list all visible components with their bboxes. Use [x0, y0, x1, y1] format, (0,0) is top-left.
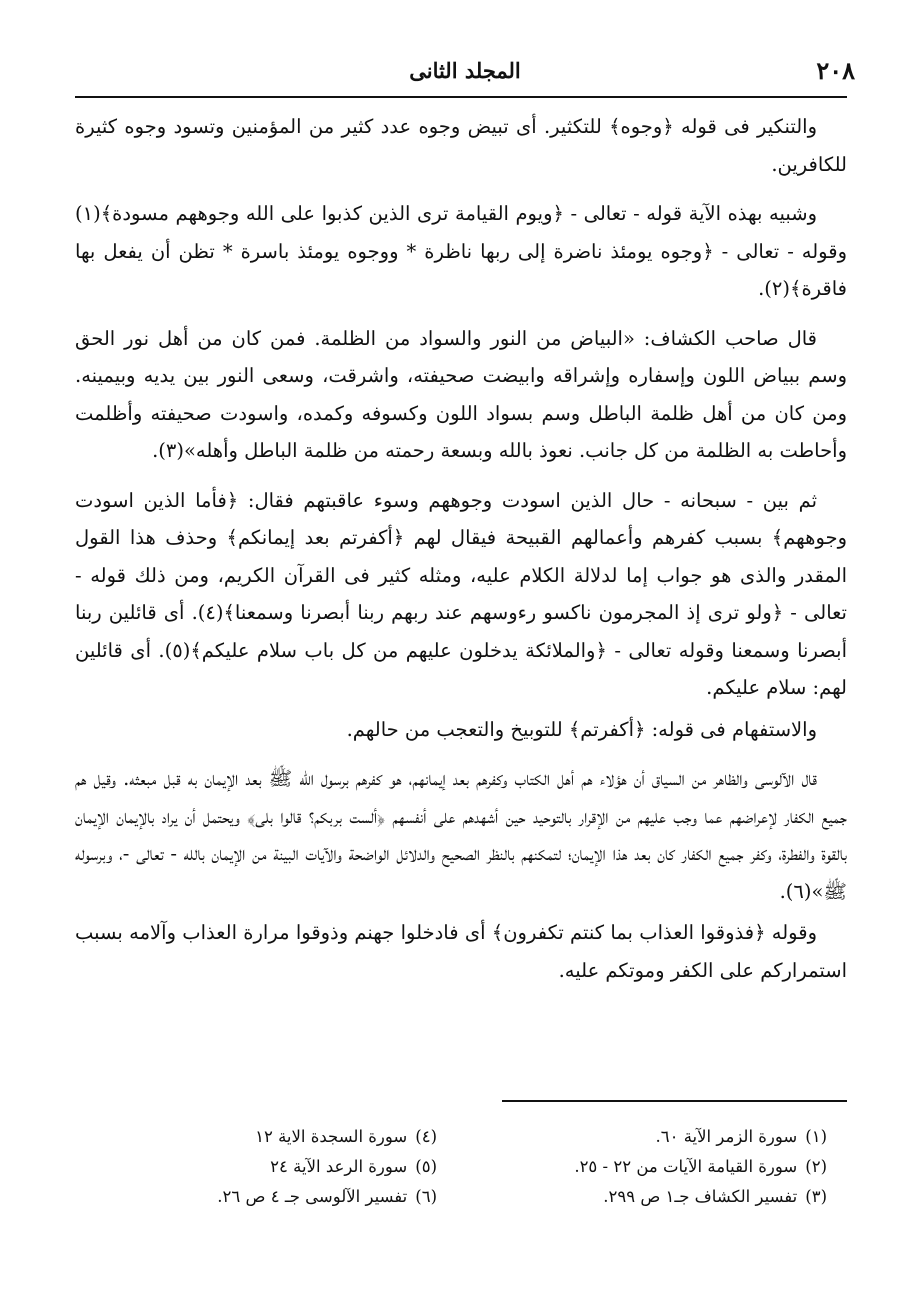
- paragraph: وقوله ﴿فذوقوا العذاب بما كنتم تكفرون﴾ أى فادخلوا جهنم وذوقوا مرارة العذاب وآلامه بسبب استمراركم على الكفر وموتكم عليه.: [75, 921, 847, 982]
- footnote-text: تفسير الكشاف جـ١ ص ٢٩٩.: [603, 1187, 798, 1206]
- footnote: [77, 1182, 437, 1212]
- footnotes-column-left: [77, 1122, 437, 1212]
- paragraph: وشبيه بهذه الآية قوله - تعالى - ﴿ويوم القيامة ترى الذين كذبوا على الله وجوههم مسودة﴾(١) وقوله - تعالى - ﴿وجوه يومئذ ناضرة إلى ربها ناظرة * ووجوه يومئذ باسرة * تظن أن يفعل بها فاقرة﴾(٢).: [75, 202, 847, 300]
- footnote-number: (٤): [415, 1127, 437, 1146]
- footnote-number: (٢): [805, 1157, 827, 1176]
- footnotes: [75, 1122, 827, 1212]
- paragraph: قال صاحب الكشاف: «البياض من النور والسواد من الظلمة. فمن كان من أهل نور الحق وسم ببياض اللون وإسفاره وإشراقه وابيضت صحيفته، واشرقت، وسعى النور بين يديه وبيمينه. ومن كان من أهل ظلمة الباطل وسم بسواد اللون وكسوفه وكمده، واسودت صحيفته وأظلمت وأحاطت به الظلمة من كل جانب. نعوذ بالله وبسعة رحمته من ظلمة الباطل وأهله»(٣).: [75, 326, 847, 462]
- footnote-rule: [502, 1100, 847, 1102]
- footnote-number: (٦): [415, 1187, 437, 1206]
- footnote: [77, 1152, 437, 1182]
- footnote-number: (١): [805, 1127, 827, 1146]
- footnote: [467, 1182, 827, 1212]
- footnote-text: سورة الرعد الآية ٢٤: [270, 1157, 408, 1176]
- footnote-text: سورة السجدة الاية ١٢: [255, 1127, 408, 1146]
- paragraph: والاستفهام فى قوله: ﴿أكفرتم﴾ للتوبيخ والتعجب من حالهم.: [346, 717, 817, 741]
- footnote: [77, 1122, 437, 1152]
- header-rule: [75, 96, 847, 98]
- footnotes-column-right: [467, 1122, 827, 1212]
- paragraph: والتنكير فى قوله ﴿وجوه﴾ للتكثير. أى تبيض وجوه عدد كثير من المؤمنين وتسود وجوه كثيرة للكافرين.: [75, 115, 847, 176]
- running-title: المجلد الثانى: [409, 58, 521, 83]
- footnote: [467, 1122, 827, 1152]
- paragraph: قال الآلوسى والظاهر من السياق أن هؤلاء هم أهل الكتاب وكفرهم بعد إيمانهم، هو كفرهم برسول الله ﷺ بعد الإيمان به قبل مبعثه. وقيل هم جميع الكفار لإعراضهم عما وجب عليهم من الإقرار بالتوحيد حين أشهدهم على أنفسهم ﴿ألست بربكم؟ قالوا بلى﴾ ويحتمل أن يراد بالإيمان الإيمان بالقوة والفطرة، وكفر جميع الكفار كان بعد هذا الإيمان؛ لتمكنهم بالنظر الصحيح والدلائل الواضحة والآيات البينة من الإيمان بالله - تعالى -، وبرسوله ﷺ»(٦).: [75, 767, 847, 903]
- footnote-text: سورة القيامة الآيات من ٢٢ - ٢٥.: [574, 1157, 798, 1176]
- footnote: [467, 1152, 827, 1182]
- page-number: ٢٠٨: [816, 56, 855, 85]
- page-header: [75, 52, 855, 92]
- footnote-number: (٣): [805, 1187, 827, 1206]
- footnote-number: (٥): [415, 1157, 437, 1176]
- main-text: [75, 108, 847, 1001]
- paragraph: ثم بين - سبحانه - حال الذين اسودت وجوههم وسوء عاقبتهم فقال: ﴿فأما الذين اسودت وجوههم﴾ بسبب كفرهم وأعمالهم القبيحة فيقال لهم ﴿أكفرتم بعد إيمانكم﴾ وحذف هذا القول المقدر والذى هو جواب إما لدلالة الكلام عليه، ومثله كثير فى القرآن الكريم، ومن ذلك قوله - تعالى - ﴿ولو ترى إذ المجرمون ناكسو رءوسهم عند ربهم ربنا أبصرنا وسمعنا﴾(٤). أى قائلين ربنا أبصرنا وسمعنا وقوله تعالى - ﴿والملائكة يدخلون عليهم من كل باب سلام عليكم﴾(٥). أى قائلين لهم: سلام عليكم.: [75, 488, 847, 699]
- footnote-text: سورة الزمر الآية ٦٠.: [655, 1127, 798, 1146]
- footnote-text: تفسير الآلوسى جـ ٤ ص ٢٦.: [217, 1187, 408, 1206]
